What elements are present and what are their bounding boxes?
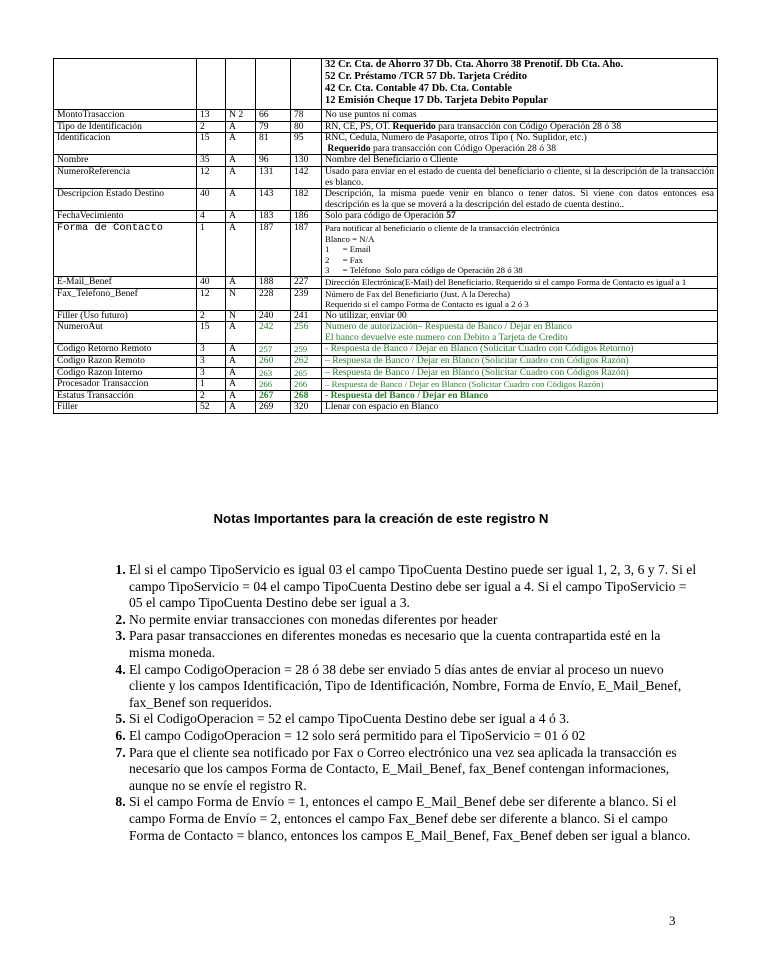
field-name: NumeroAut <box>54 322 197 344</box>
field-end: 227 <box>291 276 322 288</box>
note-item: 8. Si el campo Forma de Envío = 1, entonces el campo E_Mail_Benef debe ser diferente a blanco. Si el campo Forma de Envío = 2, entonces el campo Fax_Benef debe ser diferente a blanco. Si el campo Forma de Contacto = blanco, entonces los campos E_Mail_Benef, Fax_Benef deben ser igual a blanco. <box>129 794 699 844</box>
table-row <box>54 322 718 344</box>
field-start: 260 <box>256 356 291 368</box>
field-end: 130 <box>291 155 322 167</box>
field-name: E-Mail_Benef <box>54 276 197 288</box>
field-description: Número de Fax del Beneficiario (Just. A la Derecha) Requerido si el campo Forma de Contacto es igual a 2 ó 3 <box>322 288 718 310</box>
field-start: 240 <box>256 310 291 322</box>
field-type: N <box>226 310 256 322</box>
field-description: Para notificar al beneficiario o cliente de la transacción electrónica Blanco = N/A 1 = Email 2 = Fax 3 = Teléfono Solo para código de Operación 28 ó 38 <box>322 222 718 276</box>
field-description: Solo para código de Operación 57 <box>322 211 718 223</box>
field-description: RNC, Cedula, Numero de Pasaporte, otros Tipo ( No. Suplidor, etc.) Requerido para transacción con Código Operación 28 ó 38 <box>322 133 718 155</box>
field-end: 256 <box>291 322 322 344</box>
field-description: – Respuesta de Banco / Dejar en Blanco (Solicitar Cuadro con Códigos Razón) <box>322 356 718 368</box>
table-row <box>54 356 718 368</box>
field-name: Filler <box>54 402 197 414</box>
table-row <box>54 166 718 188</box>
field-length: 35 <box>197 155 226 167</box>
field-end: 262 <box>291 356 322 368</box>
notes-title: Notas Importantes para la creación de este registro N <box>213 511 549 526</box>
table-row <box>54 288 718 310</box>
field-type: A <box>226 402 256 414</box>
operation-code-line: 32 Cr. Cta. de Ahorro 37 Db. Cta. Ahorro 38 Prenotif. Db Cta. Aho. <box>325 59 624 70</box>
field-description: Usado para enviar en el estado de cuenta del beneficiario o cliente, si la descripción de la transacción es blanco. <box>322 166 718 188</box>
field-type: A <box>226 276 256 288</box>
field-name: Nombre <box>54 155 197 167</box>
field-start: 79 <box>256 121 291 133</box>
field-start: 66 <box>256 110 291 122</box>
field-type: A <box>226 344 256 356</box>
field-end: 266 <box>291 379 322 391</box>
field-type: A <box>226 322 256 344</box>
field-name: Procesador Transaccion <box>54 379 197 391</box>
field-end: 80 <box>291 121 322 133</box>
field-length: 4 <box>197 211 226 223</box>
field-type: A <box>226 121 256 133</box>
operation-codes-cell <box>322 59 718 110</box>
field-length: 2 <box>197 390 226 402</box>
operation-code-line: 52 Cr. Préstamo /TCR 57 Db. Tarjeta Crédito <box>325 71 527 82</box>
field-description: – Respuesta de Banco / Dejar en Blanco (Solicitar Cuadro con Códigos Razón) <box>322 379 718 391</box>
field-length: 15 <box>197 133 226 155</box>
table-row <box>54 155 718 167</box>
field-name: FechaVecimiento <box>54 211 197 223</box>
field-name: Filler (Uso futuro) <box>54 310 197 322</box>
field-start: 96 <box>256 155 291 167</box>
field-start: 187 <box>256 222 291 276</box>
field-start: 269 <box>256 402 291 414</box>
field-length: 15 <box>197 322 226 344</box>
field-description: Nombre del Beneficiario o Cliente <box>322 155 718 167</box>
field-end: 78 <box>291 110 322 122</box>
operation-code-line: 12 Emisión Cheque 17 Db. Tarjeta Debito Popular <box>325 95 548 106</box>
table-row <box>54 133 718 155</box>
field-length: 3 <box>197 356 226 368</box>
table-row <box>54 390 718 402</box>
field-type: N 2 <box>226 110 256 122</box>
field-length: 1 <box>197 379 226 391</box>
field-end: 259 <box>291 344 322 356</box>
table-row <box>54 379 718 391</box>
field-name: MontoTrasaccion <box>54 110 197 122</box>
field-type: A <box>226 155 256 167</box>
field-start: 242 <box>256 322 291 344</box>
field-end: 95 <box>291 133 322 155</box>
field-start: 263 <box>256 367 291 379</box>
field-length: 12 <box>197 288 226 310</box>
field-length: 1 <box>197 222 226 276</box>
field-start: 131 <box>256 166 291 188</box>
field-length: 3 <box>197 344 226 356</box>
table-row <box>54 402 718 414</box>
field-length: 2 <box>197 121 226 133</box>
table-row <box>54 121 718 133</box>
field-start: 257 <box>256 344 291 356</box>
field-type: A <box>226 211 256 223</box>
field-length: 52 <box>197 402 226 414</box>
field-end: 241 <box>291 310 322 322</box>
field-name: Fax_Telefono_Benef <box>54 288 197 310</box>
field-type: A <box>226 379 256 391</box>
field-name: Identificacion <box>54 133 197 155</box>
field-description: Llenar con espacio en Blanco <box>322 402 718 414</box>
field-description: Numero de autorización– Respuesta de Banco / Dejar en Blanco El banco devuelve este numero con Debito a Tarjeta de Credito <box>322 322 718 344</box>
field-description: Dirección Electrónica(E-Mail) del Beneficiario. Requerido si el campo Forma de Contacto es igual a 1 <box>322 276 718 288</box>
table-row <box>54 211 718 223</box>
field-start: 228 <box>256 288 291 310</box>
field-name: NumeroReferencia <box>54 166 197 188</box>
note-item: 7. Para que el cliente sea notificado por Fax o Correo electrónico una vez sea aplicada la transacción es necesario que los campos Forma de Contacto, E_Mail_Benef, fax_Benef contengan informaciones, aunque no se envíe el registro R. <box>129 745 699 795</box>
field-end: 187 <box>291 222 322 276</box>
table-row <box>54 344 718 356</box>
table-row-operation-codes <box>54 59 718 110</box>
field-start: 81 <box>256 133 291 155</box>
field-end: 268 <box>291 390 322 402</box>
table-row <box>54 310 718 322</box>
field-name: Codigo Razon Remoto <box>54 356 197 368</box>
field-description: No use puntos ni comas <box>322 110 718 122</box>
table-row <box>54 276 718 288</box>
field-length: 13 <box>197 110 226 122</box>
note-item: 2. No permite enviar transacciones con monedas diferentes por header <box>129 612 699 629</box>
field-type: A <box>226 367 256 379</box>
field-name: Estatus Transacción <box>54 390 197 402</box>
field-description: - Respuesta del Banco / Dejar en Blanco <box>322 390 718 402</box>
field-end: 265 <box>291 367 322 379</box>
field-description: Descripción, la misma puede venir en blanco o tener datos. Si viene con datos entonces esa descripción es la que se moverá a la descripción del estado de cuenta destino.. <box>322 189 718 211</box>
field-end: 182 <box>291 189 322 211</box>
field-name: Codigo Retorno Remoto <box>54 344 197 356</box>
field-name: Forma de Contacto <box>54 222 197 276</box>
field-name: Descripcion Estado Destino <box>54 189 197 211</box>
table-row <box>54 367 718 379</box>
field-start: 143 <box>256 189 291 211</box>
field-type: A <box>226 356 256 368</box>
table-row <box>54 222 718 276</box>
field-type: A <box>226 189 256 211</box>
field-name: Codigo Razon Interno <box>54 367 197 379</box>
field-type: N <box>226 288 256 310</box>
field-end: 320 <box>291 402 322 414</box>
notes-list <box>108 562 699 844</box>
table-row <box>54 189 718 211</box>
field-length: 2 <box>197 310 226 322</box>
field-length: 40 <box>197 189 226 211</box>
note-item: 6. El campo CodigoOperacion = 12 solo será permitido para el TipoServicio = 01 ó 02 <box>129 728 699 745</box>
field-start: 266 <box>256 379 291 391</box>
field-description: RN, CE, PS, OT. Requerido para transacción con Código Operación 28 ó 38 <box>322 121 718 133</box>
page-number: 3 <box>669 913 676 928</box>
field-type: A <box>226 390 256 402</box>
field-type: A <box>226 133 256 155</box>
field-type: A <box>226 166 256 188</box>
operation-code-line: 42 Cr. Cta. Contable 47 Db. Cta. Contable <box>325 83 512 94</box>
note-item: 1. El si el campo TipoServicio es igual 03 el campo TipoCuenta Destino puede ser igual 1, 2, 3, 6 y 7. Si el campo TipoServicio = 04 el campo TipoCuenta Destino debe ser igual a 4. Si el campo TipoServicio = 05 el campo TipoCuenta Destino debe ser igual a 3. <box>129 562 699 612</box>
field-spec-table <box>53 58 718 414</box>
field-start: 183 <box>256 211 291 223</box>
field-start: 188 <box>256 276 291 288</box>
field-start: 267 <box>256 390 291 402</box>
field-length: 40 <box>197 276 226 288</box>
field-end: 239 <box>291 288 322 310</box>
field-description: - Respuesta de Banco / Dejar en Blanco (Solicitar Cuadro con Códigos Retorno) <box>322 344 718 356</box>
note-item: 4. El campo CodigoOperacion = 28 ó 38 debe ser enviado 5 días antes de enviar al proceso un nuevo cliente y los campos Identificación, Tipo de Identificación, Nombre, Forma de Envío, E_Mail_Benef, fax_Benef son requeridos. <box>129 662 699 712</box>
table-row <box>54 110 718 122</box>
field-description: – Respuesta de Banco / Dejar en Blanco (Solicitar Cuadro con Códigos Razón) <box>322 367 718 379</box>
field-length: 12 <box>197 166 226 188</box>
field-end: 186 <box>291 211 322 223</box>
field-description: No utilizar, enviar 00 <box>322 310 718 322</box>
note-item: 5. Si el CodigoOperacion = 52 el campo TipoCuenta Destino debe ser igual a 4 ó 3. <box>129 711 699 728</box>
field-type: A <box>226 222 256 276</box>
field-name: Tipo de Identificación <box>54 121 197 133</box>
field-end: 142 <box>291 166 322 188</box>
note-item: 3. Para pasar transacciones en diferentes monedas es necesario que la cuenta contrapartida esté en la misma moneda. <box>129 628 699 661</box>
field-length: 3 <box>197 367 226 379</box>
